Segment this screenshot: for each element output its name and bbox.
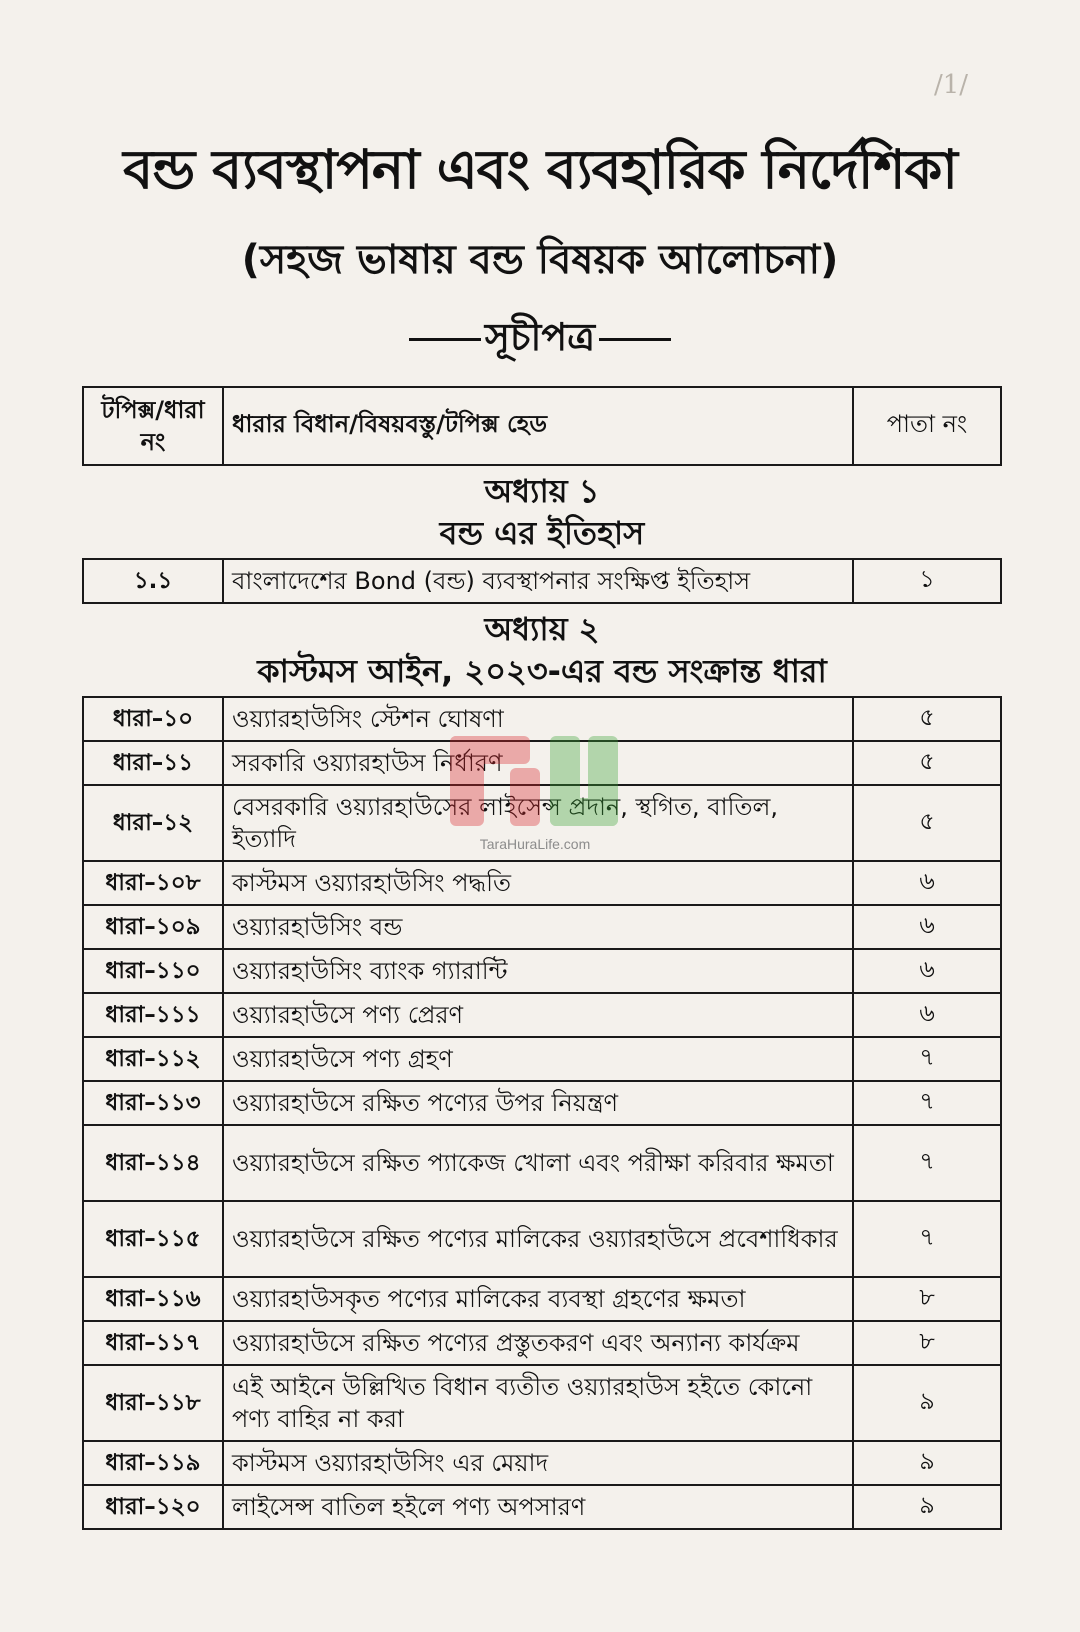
section-title: ওয়্যারহাউসিং ব্যাংক গ্যারান্টি: [223, 949, 853, 993]
section-number: ধারা–১১৫: [83, 1201, 223, 1277]
section-title: ওয়্যারহাউসে রক্ষিত প্যাকেজ খোলা এবং পরীক্ষা করিবার ক্ষমতা: [223, 1125, 853, 1201]
page-number: ৮: [853, 1277, 1001, 1321]
toc-row: [83, 949, 1001, 993]
book-subtitle: (সহজ ভাষায় বন্ড বিষয়ক আলোচনা): [241, 237, 839, 283]
section-title: ওয়্যারহাউসে পণ্য প্রেরণ: [223, 993, 853, 1037]
page-number: ৯: [853, 1441, 1001, 1485]
toc-row: [83, 905, 1001, 949]
page-number: ৬: [853, 993, 1001, 1037]
section-title: ওয়্যারহাউসে রক্ষিত পণ্যের উপর নিয়ন্ত্রণ: [223, 1081, 853, 1125]
toc-heading: [84, 312, 996, 362]
section-number: ধারা–১২০: [83, 1485, 223, 1529]
chapter-2-title: কাস্টমস আইন, ২০২৩-এর বন্ড সংক্রান্ত ধারা: [257, 652, 827, 690]
section-title: কাস্টমস ওয়্যারহাউসিং এর মেয়াদ: [223, 1441, 853, 1485]
section-number: ধারা–১১৭: [83, 1321, 223, 1365]
toc-heading-text: সূচীপত্র: [484, 315, 596, 359]
header-description: ধারার বিধান/বিষয়বস্তু/টপিক্স হেড: [223, 387, 853, 465]
section-title: ওয়্যারহাউসে রক্ষিত পণ্যের প্রস্তুতকরণ এবং অন্যান্য কার্যক্রম: [223, 1321, 853, 1365]
table-header-row: [83, 387, 1001, 465]
header-page: পাতা নং: [853, 387, 1001, 465]
toc-row: [83, 1037, 1001, 1081]
section-title: লাইসেন্স বাতিল হইলে পণ্য অপসারণ: [223, 1485, 853, 1529]
section-title: কাস্টমস ওয়্যারহাউসিং পদ্ধতি: [223, 861, 853, 905]
page-mark: /1/: [933, 70, 968, 100]
page-number: ৭: [853, 1037, 1001, 1081]
section-number: ধারা–১০৮: [83, 861, 223, 905]
section-number: ধারা–১১৮: [83, 1365, 223, 1441]
chapter-2-heading: [83, 603, 1001, 697]
section-number: ধারা–১১০: [83, 949, 223, 993]
section-title: ওয়্যারহাউসিং বন্ড: [223, 905, 853, 949]
section-number: ধারা–১০: [83, 697, 223, 741]
section-number: ধারা–১১৪: [83, 1125, 223, 1201]
section-title: এই আইনে উল্লিখিত বিধান ব্যতীত ওয়্যারহাউস হইতে কোনো পণ্য বাহির না করা: [223, 1365, 853, 1441]
section-title: বেসরকারি ওয়্যারহাউসের লাইসেন্স প্রদান, স্থগিত, বাতিল, ইত্যাদি: [223, 785, 853, 861]
chapter-1-label: অধ্যায় ১: [484, 472, 600, 510]
toc-row: [83, 1365, 1001, 1441]
section-title: ওয়্যারহাউসিং স্টেশন ঘোষণা: [223, 697, 853, 741]
heading-rule-left: [409, 338, 481, 341]
toc-row: [83, 1081, 1001, 1125]
section-number: ১.১: [83, 559, 223, 603]
page-number: ৮: [853, 1321, 1001, 1365]
page-number: ৫: [853, 697, 1001, 741]
page-number: ৭: [853, 1081, 1001, 1125]
section-number: ধারা–১২: [83, 785, 223, 861]
page-number: ৯: [853, 1365, 1001, 1441]
watermark-text: TaraHuraLife.com: [479, 836, 591, 852]
section-title: ওয়্যারহাউসে পণ্য গ্রহণ: [223, 1037, 853, 1081]
table-of-contents: [82, 386, 1002, 1530]
watermark-logo: [440, 728, 630, 858]
chapter-2-label: অধ্যায় ২: [484, 610, 600, 648]
page-number: ৬: [853, 905, 1001, 949]
page-number: ৭: [853, 1201, 1001, 1277]
section-number: ধারা–১১২: [83, 1037, 223, 1081]
toc-row: [83, 1125, 1001, 1201]
section-number: ধারা–১১১: [83, 993, 223, 1037]
toc-row: [83, 559, 1001, 603]
toc-row: [83, 1277, 1001, 1321]
heading-rule-right: [599, 338, 671, 341]
section-number: ধারা–১০৯: [83, 905, 223, 949]
page-number: ৫: [853, 741, 1001, 785]
section-title: ওয়্যারহাউসে রক্ষিত পণ্যের মালিকের ওয়্যারহাউসে প্রবেশাধিকার: [223, 1201, 853, 1277]
section-number: ধারা–১১৬: [83, 1277, 223, 1321]
page-number: ৬: [853, 861, 1001, 905]
page-number: ৬: [853, 949, 1001, 993]
page-number: ৭: [853, 1125, 1001, 1201]
page-number: ৫: [853, 785, 1001, 861]
section-number: ধারা–১১৩: [83, 1081, 223, 1125]
toc-row: [83, 1485, 1001, 1529]
section-number: ধারা–১১: [83, 741, 223, 785]
page-number: ৯: [853, 1485, 1001, 1529]
section-number: ধারা–১১৯: [83, 1441, 223, 1485]
chapter-1-title: বন্ড এর ইতিহাস: [439, 514, 645, 552]
toc-row: [83, 1441, 1001, 1485]
header-topic: টপিক্স/ধারা নং: [83, 387, 223, 465]
page-number: ১: [853, 559, 1001, 603]
watermark-logo-icon: [440, 728, 630, 838]
chapter-1-heading: [83, 465, 1001, 559]
toc-row: [83, 993, 1001, 1037]
toc-row: [83, 1321, 1001, 1365]
toc-row: [83, 1201, 1001, 1277]
book-title: বন্ড ব্যবস্থাপনা এবং ব্যবহারিক নির্দেশিকা: [123, 138, 957, 201]
section-title: সরকারি ওয়্যারহাউস নির্ধারণ: [223, 741, 853, 785]
toc-row: [83, 861, 1001, 905]
section-title: ওয়্যারহাউসকৃত পণ্যের মালিকের ব্যবস্থা গ্রহণের ক্ষমতা: [223, 1277, 853, 1321]
section-title: বাংলাদেশের Bond (বন্ড) ব্যবস্থাপনার সংক্ষিপ্ত ইতিহাস: [223, 559, 853, 603]
